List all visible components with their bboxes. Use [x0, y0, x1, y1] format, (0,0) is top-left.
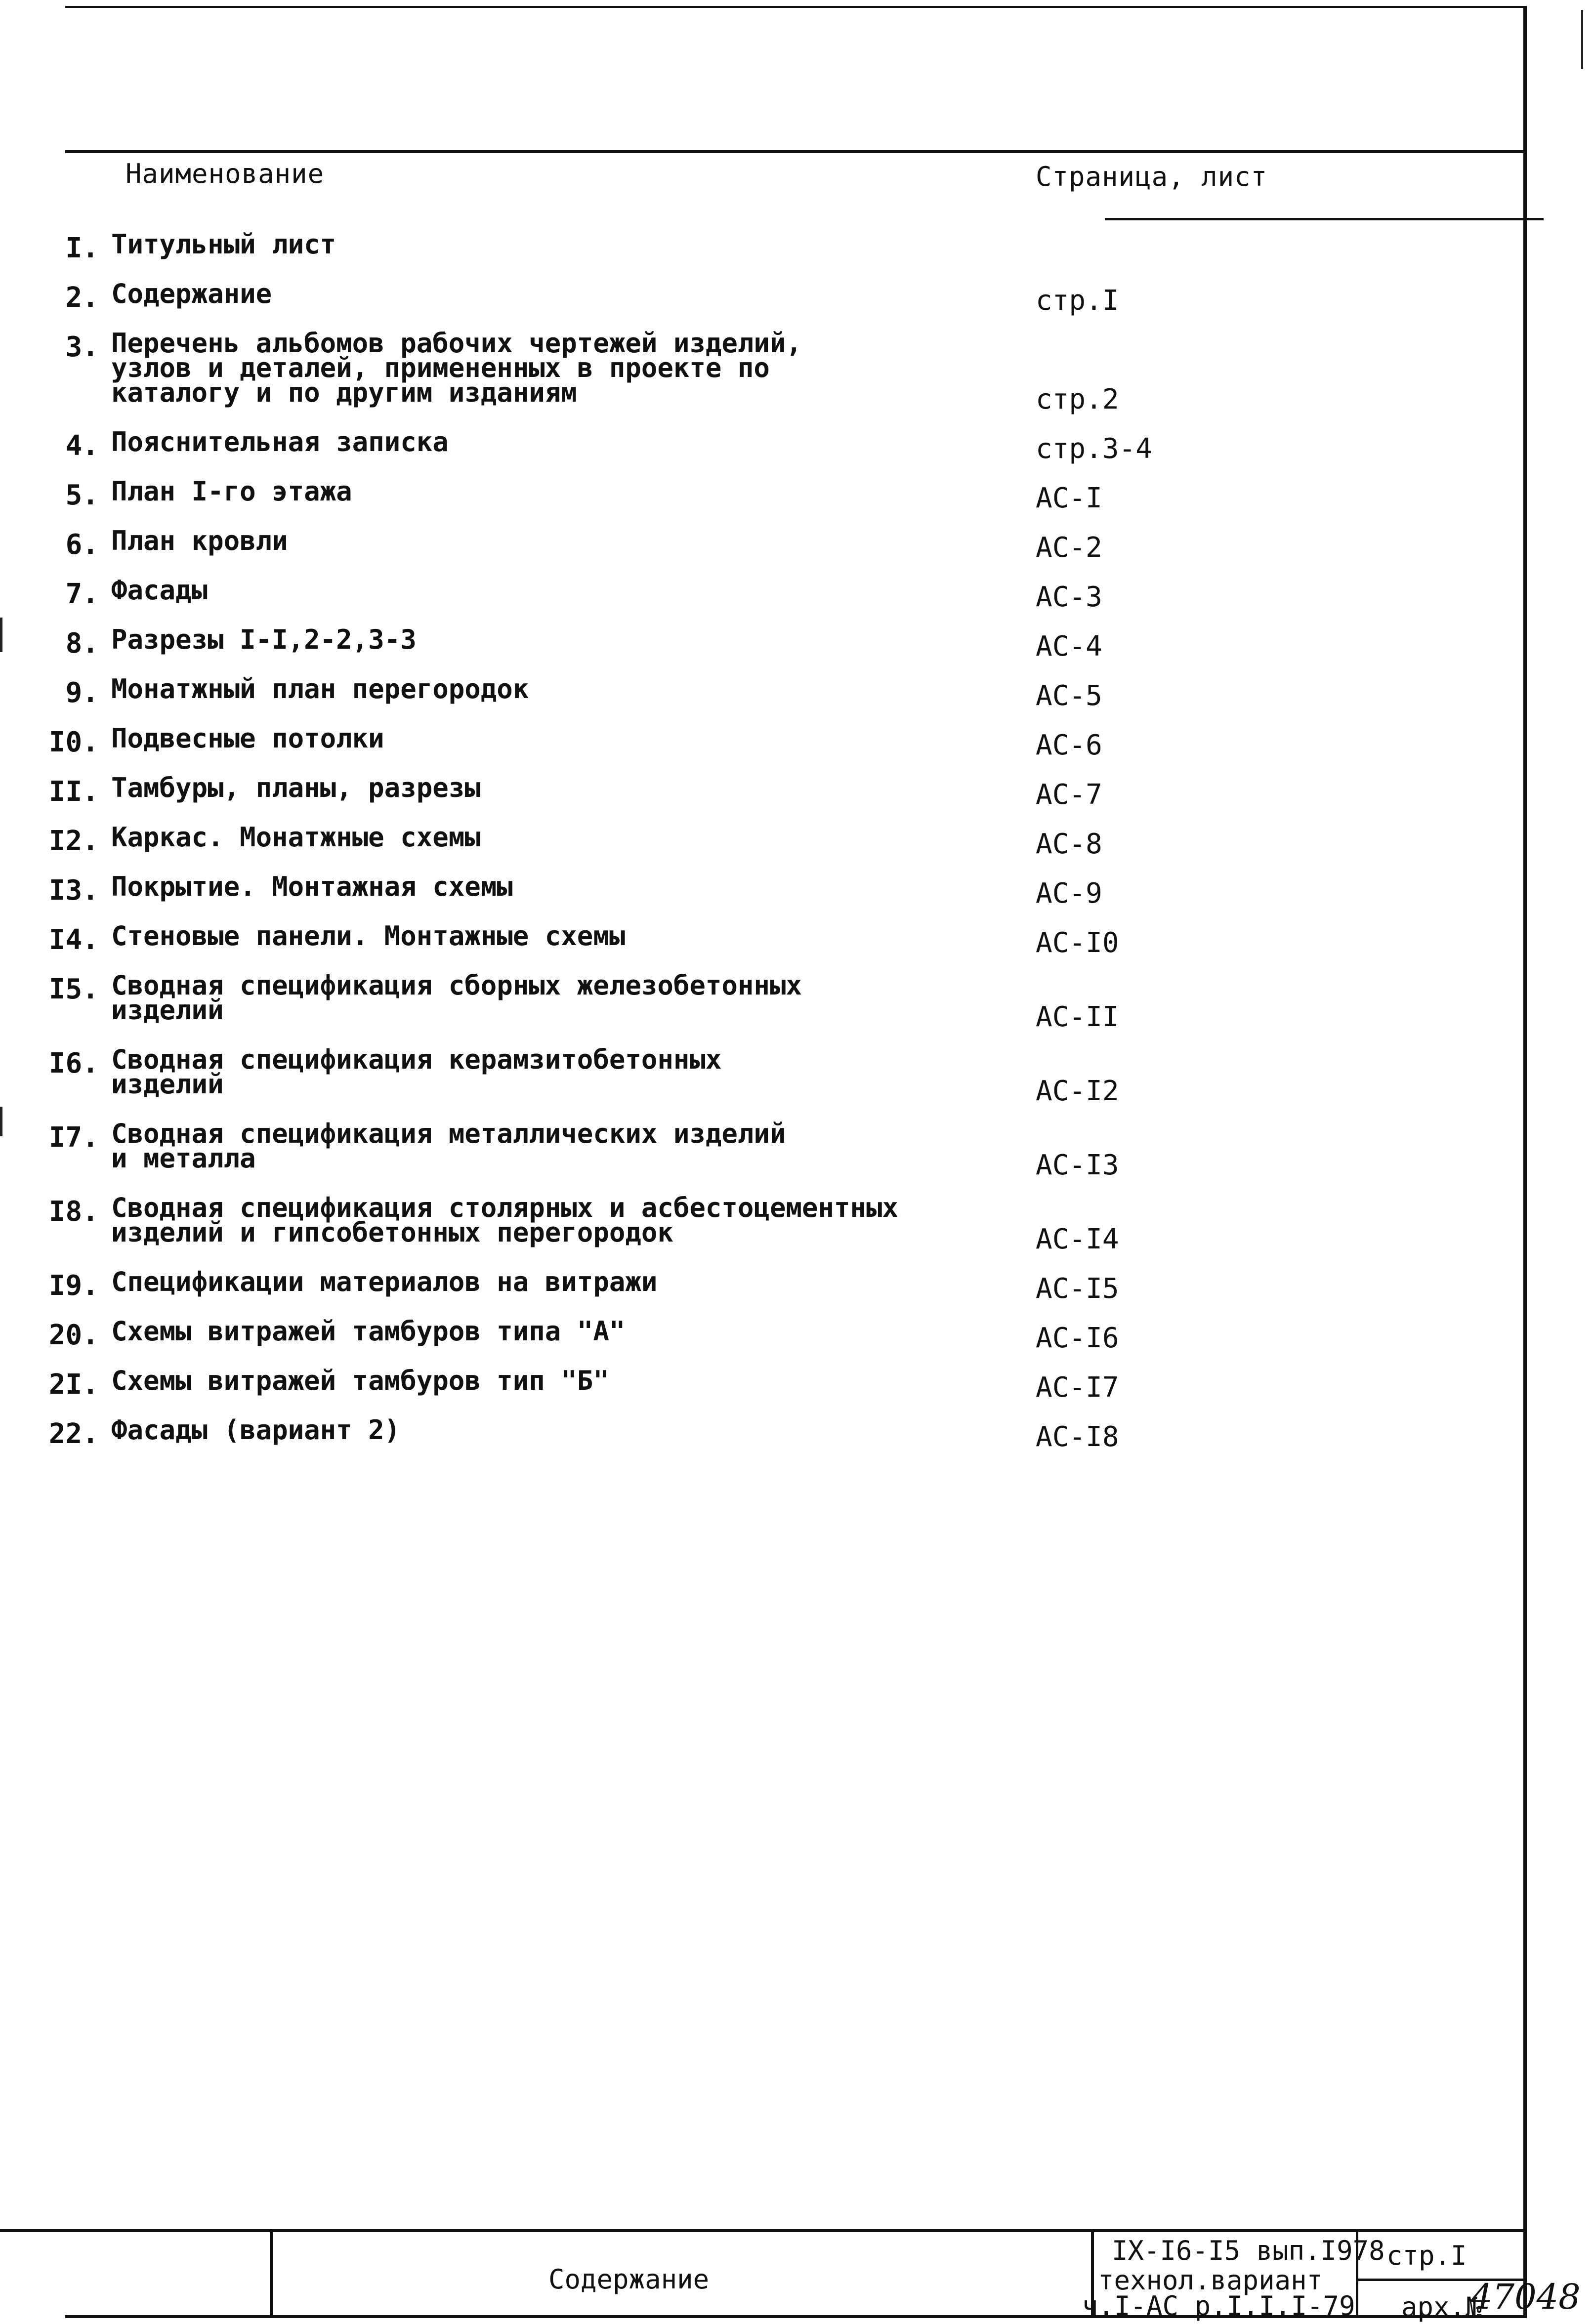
row-number: 5. — [65, 479, 99, 511]
row-name: Разрезы I-I,2-2,3-3 — [111, 624, 417, 655]
row-number: II. — [48, 776, 99, 808]
row-name: Спецификации материалов на витражи — [111, 1266, 658, 1297]
row-number: 9. — [65, 677, 99, 709]
row-number: 20. — [48, 1319, 99, 1351]
row-name: Подвесные потолки — [111, 723, 384, 754]
row-page: АС-2 — [1036, 532, 1102, 564]
row-page: АС-I8 — [1036, 1421, 1119, 1453]
row-name: Титульный лист — [111, 229, 336, 260]
row-name: Пояснительная записка — [111, 426, 449, 457]
archive-number-handwritten: 47048 — [1470, 2277, 1581, 2317]
row-number: I5. — [48, 973, 99, 1005]
row-name: Фасады — [111, 575, 208, 606]
row-number: I3. — [48, 874, 99, 907]
row-number: 8. — [65, 627, 99, 660]
row-page: АС-8 — [1036, 828, 1102, 860]
column-header-page: Страница, лист — [1036, 161, 1268, 192]
row-page: АС-9 — [1036, 877, 1102, 910]
row-page: АС-7 — [1036, 779, 1102, 811]
scan-mark — [0, 1107, 2, 1136]
title-block-title: Содержание — [548, 2264, 710, 2295]
row-page: АС-5 — [1036, 680, 1102, 712]
row-name: Схемы витражей тамбуров типа "А" — [111, 1316, 626, 1347]
row-name: Фасады (вариант 2) — [111, 1414, 401, 1446]
title-block — [0, 2229, 1581, 2323]
row-name: Сводная спецификация керамзитобетонных изделий — [111, 1044, 722, 1100]
row-number: I0. — [48, 726, 99, 758]
row-name: Тамбуры, планы, разрезы — [111, 772, 481, 803]
row-name: План I-го этажа — [111, 476, 352, 507]
row-page: стр.2 — [1036, 383, 1119, 415]
row-number: I9. — [48, 1270, 99, 1302]
title-block-sheet: стр.I — [1386, 2240, 1467, 2271]
scan-mark — [1581, 10, 1583, 69]
row-page: АС-I4 — [1036, 1223, 1119, 1255]
title-block-archive-label: арх.№ — [1401, 2291, 1482, 2323]
row-name: Монатжный план перегородок — [111, 673, 529, 705]
row-page: АС-4 — [1036, 630, 1102, 663]
row-page: АС-I5 — [1036, 1273, 1119, 1305]
row-number: 3. — [65, 331, 99, 363]
row-page: АС-I6 — [1036, 1322, 1119, 1354]
row-name: Покрытие. Монтажная схемы — [111, 871, 513, 902]
row-number: I4. — [48, 924, 99, 956]
row-name: План кровли — [111, 525, 288, 556]
row-number: I7. — [48, 1121, 99, 1154]
row-page: АС-6 — [1036, 729, 1102, 761]
row-page: стр.3-4 — [1036, 433, 1153, 465]
title-block-divider — [270, 2229, 273, 2318]
row-name: Перечень альбомов рабочих чертежей изделий, узлов и деталей, примененных в проекте по каталогу и по другим изданиям — [111, 328, 802, 408]
row-name: Схемы витражей тамбуров тип "Б" — [111, 1365, 609, 1396]
scan-mark — [0, 618, 2, 652]
row-number: I8. — [48, 1196, 99, 1228]
title-block-code-line3: ч.I-АС р.I.I.I-79 — [1082, 2290, 1355, 2322]
row-number: 6. — [65, 529, 99, 561]
row-page: АС-I3 — [1036, 1149, 1119, 1181]
row-number: 2. — [65, 282, 99, 314]
row-number: I2. — [48, 825, 99, 857]
title-block-code-line2: технол.вариант — [1098, 2265, 1323, 2296]
row-name: Содержание — [111, 278, 272, 309]
row-name: Сводная спецификация металлических изделий и металла — [111, 1118, 786, 1174]
row-number: 2I. — [48, 1369, 99, 1401]
row-page: АС-I7 — [1036, 1371, 1119, 1404]
row-name: Сводная спецификация сборных железобетонных изделий — [111, 970, 802, 1026]
header-top-rule — [65, 150, 1527, 153]
row-page: АС-I2 — [1036, 1075, 1119, 1107]
title-block-code-line1: IX-I6-I5 вып.I978 — [1112, 2235, 1385, 2266]
row-name: Каркас. Монатжные схемы — [111, 822, 481, 853]
row-page: стр.I — [1036, 285, 1119, 317]
row-name: Стеновые панели. Монтажные схемы — [111, 920, 626, 952]
row-number: I. — [65, 232, 99, 264]
row-number: 7. — [65, 578, 99, 610]
row-number: I6. — [48, 1047, 99, 1079]
row-number: 22. — [48, 1418, 99, 1450]
row-number: 4. — [65, 430, 99, 462]
row-page: АС-I — [1036, 482, 1102, 514]
column-header-name: Наименование — [126, 158, 325, 189]
row-page: АС-3 — [1036, 581, 1102, 613]
row-page: АС-I0 — [1036, 927, 1119, 959]
header-bottom-rule — [1105, 218, 1544, 220]
row-name: Сводная спецификация столярных и асбестоцементных изделий и гипсобетонных перегородок — [111, 1192, 899, 1248]
row-page: АС-II — [1036, 1001, 1119, 1033]
